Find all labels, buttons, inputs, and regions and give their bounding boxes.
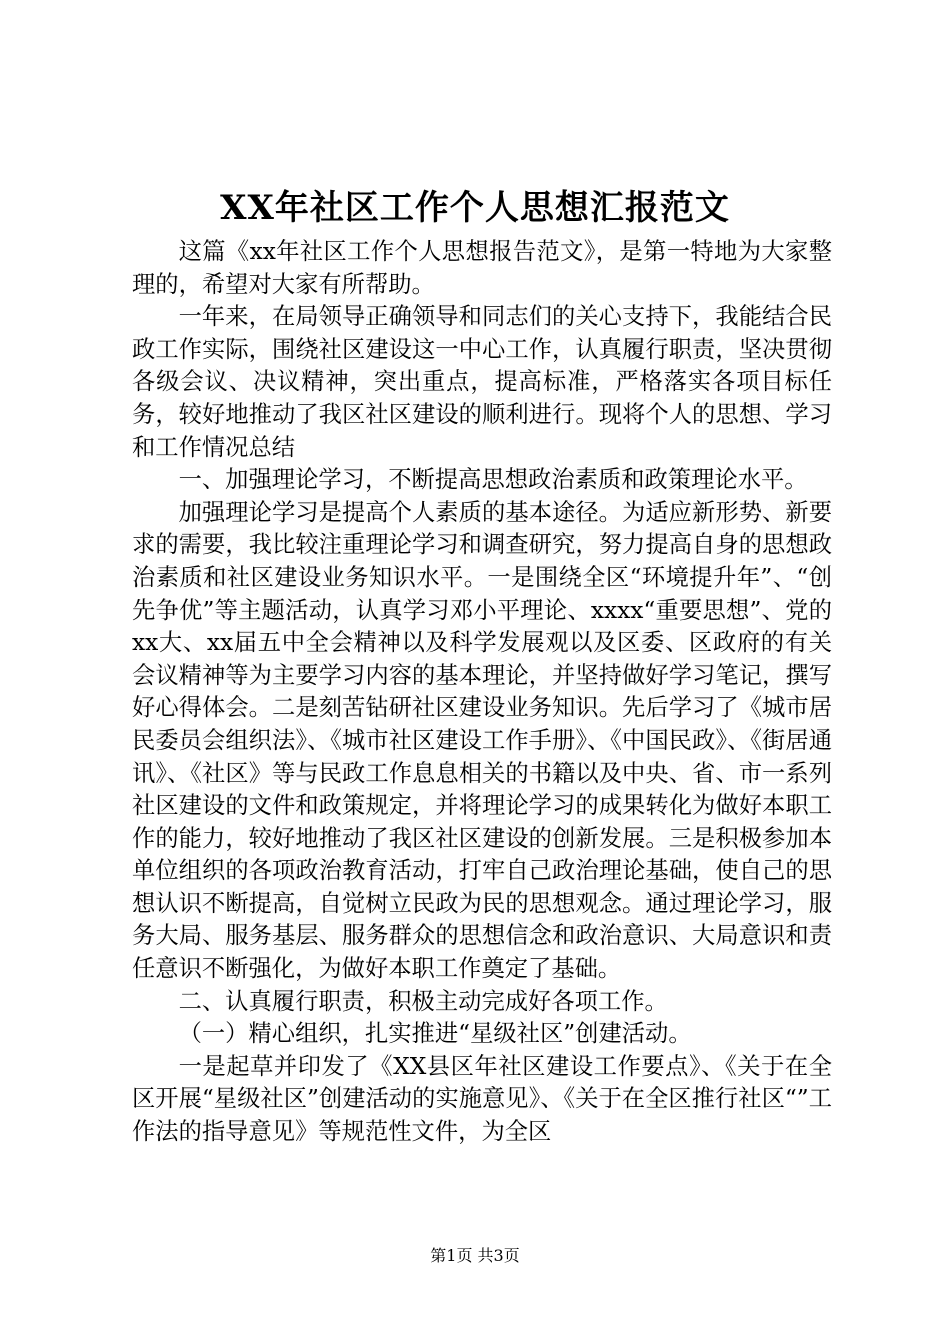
paragraph-star-community: 一是起草并印发了《XX县区年社区建设工作要点》、《关于在全区开展“星级社区”创建活动的实施意见》、《关于在全区推行社区“”工作法的指导意见》等规范性文件，为全区 [132,1052,832,1146]
section-heading-1: 一、加强理论学习，不断提高思想政治素质和政策理论水平。 [178,466,808,494]
paragraph-intro: 这篇《xx年社区工作个人思想报告范文》，是第一特地为大家整理的，希望对大家有所帮助。 [132,238,832,298]
page-footer: 第1页 共3页 [430,1246,520,1265]
document-title: XX年社区工作个人思想汇报范文 [220,188,730,228]
section-heading-2: 二、认真履行职责，积极主动完成好各项工作。 [178,987,668,1015]
subsection-heading-1: （一）精心组织，扎实推进“星级社区”创建活动。 [178,1020,692,1048]
document-body [132,236,832,1149]
paragraph-summary: 一年来，在局领导正确领导和同志们的关心支持下，我能结合民政工作实际，围绕社区建设这一中心工作，认真履行职责，坚决贯彻各级会议、决议精神，突出重点，提高标准，严格落实各项目标任务，较好地推动了我区社区建设的顺利进行。现将个人的思想、学习和工作情况总结 [132,303,832,461]
paragraph-theory-study: 加强理论学习是提高个人素质的基本途径。为适应新形势、新要求的需要，我比较注重理论学习和调查研究，努力提高自身的思想政治素质和社区建设业务知识水平。一是围绕全区“环境提升年”、“创先争优”等主题活动，认真学习邓小平理论、xxxx“重要思想”、党的xx大、xx届五中全会精神以及科学发展观以及区委、区政府的有关会议精神等为主要学习内容的基本理论，并坚持做好学习笔记，撰写好心得体会。二是刻苦钻研社区建设业务知识。先后学习了《城市居民委员会组织法》、《城市社区建设工作手册》、《中国民政》、《街居通讯》、《社区》等与民政工作息息相关的书籍以及中央、省、市一系列社区建设的文件和政策规定，并将理论学习的成果转化为做好本职工作的能力，较好地推动了我区社区建设的创新发展。三是积极参加本单位组织的各项政治教育活动，打牢自己政治理论基础，使自己的思想认识不断提高，自觉树立民政为民的思想观念。通过理论学习，服务大局、服务基层、服务群众的思想信念和政治意识、大局意识和责任意识不断强化，为做好本职工作奠定了基础。 [132,498,832,983]
